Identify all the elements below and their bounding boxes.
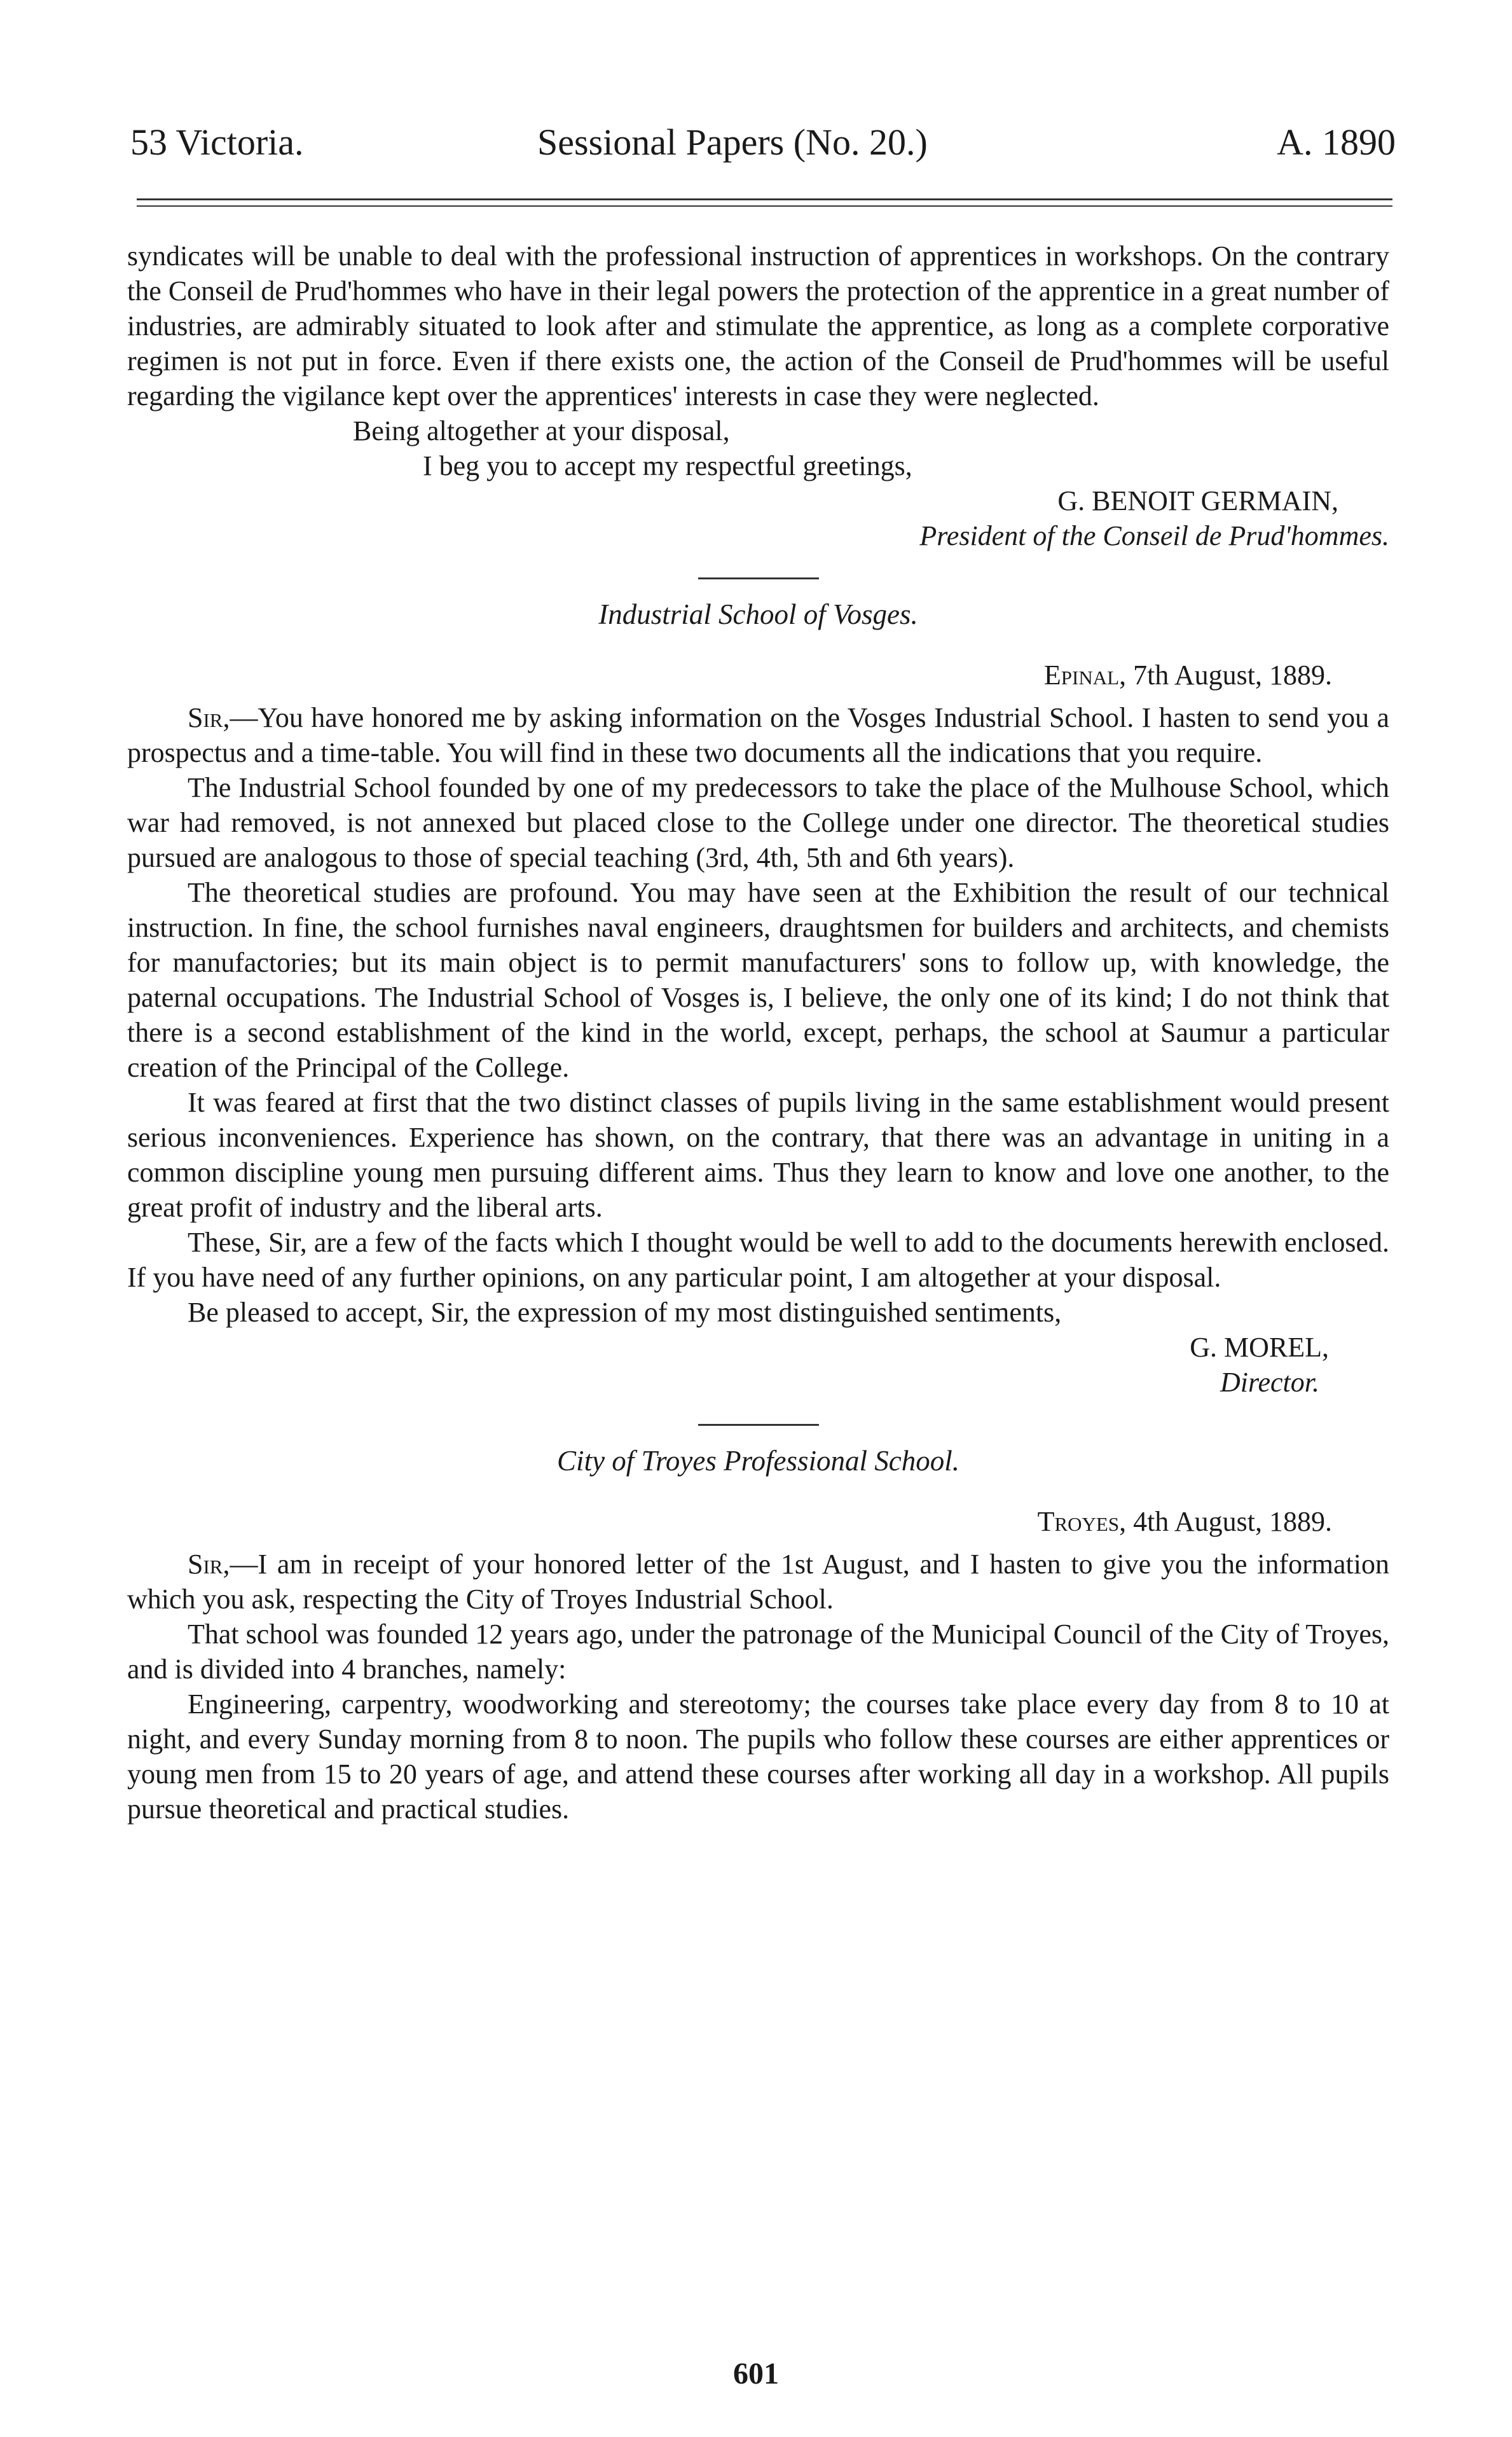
letter-paragraph: Engineering, carpentry, woodworking and stereotomy; the courses take place every day from 8 to 10 at night, and every Sunday morning from 8 to noon. The pupils who follow these courses are either apprentices or young men from 15 to 20 years of age, and attend these courses after working all day in a workshop. All pupils pursue theoretical and practical studies. xyxy=(127,1688,1389,1825)
header-session: 53 Victoria. xyxy=(130,121,304,163)
section-heading-troyes: City of Troyes Professional School. xyxy=(557,1445,959,1477)
letter-paragraph xyxy=(127,700,1389,770)
dateline-vosges xyxy=(127,658,1389,693)
letter-paragraph: It was feared at first that the two distinct classes of pupils living in the same establishment would present serious inconveniences. Experience has shown, on the contrary, that there was an advantage in uniting in a common discipline young men pursuing different aims. Thus they learn to know and love one another, to the great profit of industry and the liberal arts. xyxy=(127,1087,1389,1223)
letter-paragraph: The theoretical studies are profound. You may have seen at the Exhibition the result of our technical instruction. In fine, the school furnishes naval engineers, draughtsmen for builders and architects, and chemists for manufactories; but its main object is to permit manufacturers' sons to follow up, with knowledge, the paternal occupations. The Industrial School of Vosges is, I believe, the only one of its kind; I do not think that there is a second establishment of the kind in the world, except, perhaps, the school at Saumur a particular creation of the Principal of the College. xyxy=(127,877,1389,1083)
header-year: A. 1890 xyxy=(1277,121,1396,163)
place-epinal: Epinal xyxy=(1043,659,1120,691)
letter-paragraph: The Industrial School founded by one of my predecessors to take the place of the Mulhouse School, which war had removed, is not annexed but placed close to the College under one director. The theoretical studies pursued are analogous to those of special teaching (3rd, 4th, 5th and 6th years). xyxy=(127,772,1389,873)
date-troyes: , 4th August, 1889. xyxy=(1119,1506,1332,1537)
letter-paragraph xyxy=(127,1547,1389,1617)
dateline-troyes xyxy=(127,1504,1389,1539)
section-divider xyxy=(698,1424,819,1426)
letter-paragraph: That school was founded 12 years ago, under the patronage of the Municipal Council of the City of Troyes, and is divided into 4 branches, namely: xyxy=(127,1619,1389,1685)
section-divider xyxy=(698,577,819,579)
signature-germain: G. BENOIT GERMAIN, xyxy=(1057,485,1338,516)
signatory-title-germain: President of the Conseil de Prud'hommes. xyxy=(919,520,1389,551)
header-rule xyxy=(137,198,1392,207)
signatory-title-morel: Director. xyxy=(1220,1367,1319,1398)
closing-line-1: Being altogether at your disposal, xyxy=(353,415,730,446)
place-troyes: Troyes xyxy=(1037,1506,1120,1537)
closing-line-2: I beg you to accept my respectful greetings, xyxy=(423,450,912,481)
paragraph-text: —You have honored me by asking information on the Vosges Industrial School. I hasten to send you a prospectus and a time-table. You will find in these two documents all the indications that you require. xyxy=(127,702,1389,768)
page-body xyxy=(127,238,1389,1826)
salutation: Sir, xyxy=(188,1549,230,1580)
header-series: Sessional Papers (No. 20.) xyxy=(537,121,928,163)
signature-morel: G. MOREL, xyxy=(1190,1332,1329,1363)
letter-paragraph: Be pleased to accept, Sir, the expression of my most distinguished sentiments, xyxy=(188,1297,1062,1328)
letter-paragraph: These, Sir, are a few of the facts which I thought would be well to add to the documents herewith enclosed. If you have need of any further opinions, on any particular point, I am altogether at your disposal. xyxy=(127,1227,1389,1293)
page-number: 601 xyxy=(733,2357,779,2391)
page-header xyxy=(130,121,1396,178)
date-vosges: , 7th August, 1889. xyxy=(1119,659,1332,691)
paragraph-text: —I am in receipt of your honored letter of the 1st August, and I hasten to give you the information which you ask, respecting the City of Troyes Industrial School. xyxy=(127,1549,1389,1615)
continued-paragraph: syndicates will be unable to deal with the professional instruction of apprentices in workshops. On the contrary the Conseil de Prud'hommes who have in their legal powers the protection of the apprentice in a great number of industries, are admirably situated to look after and stimulate the apprentice, as long as a complete corporative regimen is not put in force. Even if there exists one, the action of the Conseil de Prud'hommes will be useful regarding the vigilance kept over the apprentices' interests in case they were neglected. xyxy=(127,240,1389,411)
salutation: Sir, xyxy=(188,702,230,733)
section-heading-vosges: Industrial School of Vosges. xyxy=(598,598,918,630)
